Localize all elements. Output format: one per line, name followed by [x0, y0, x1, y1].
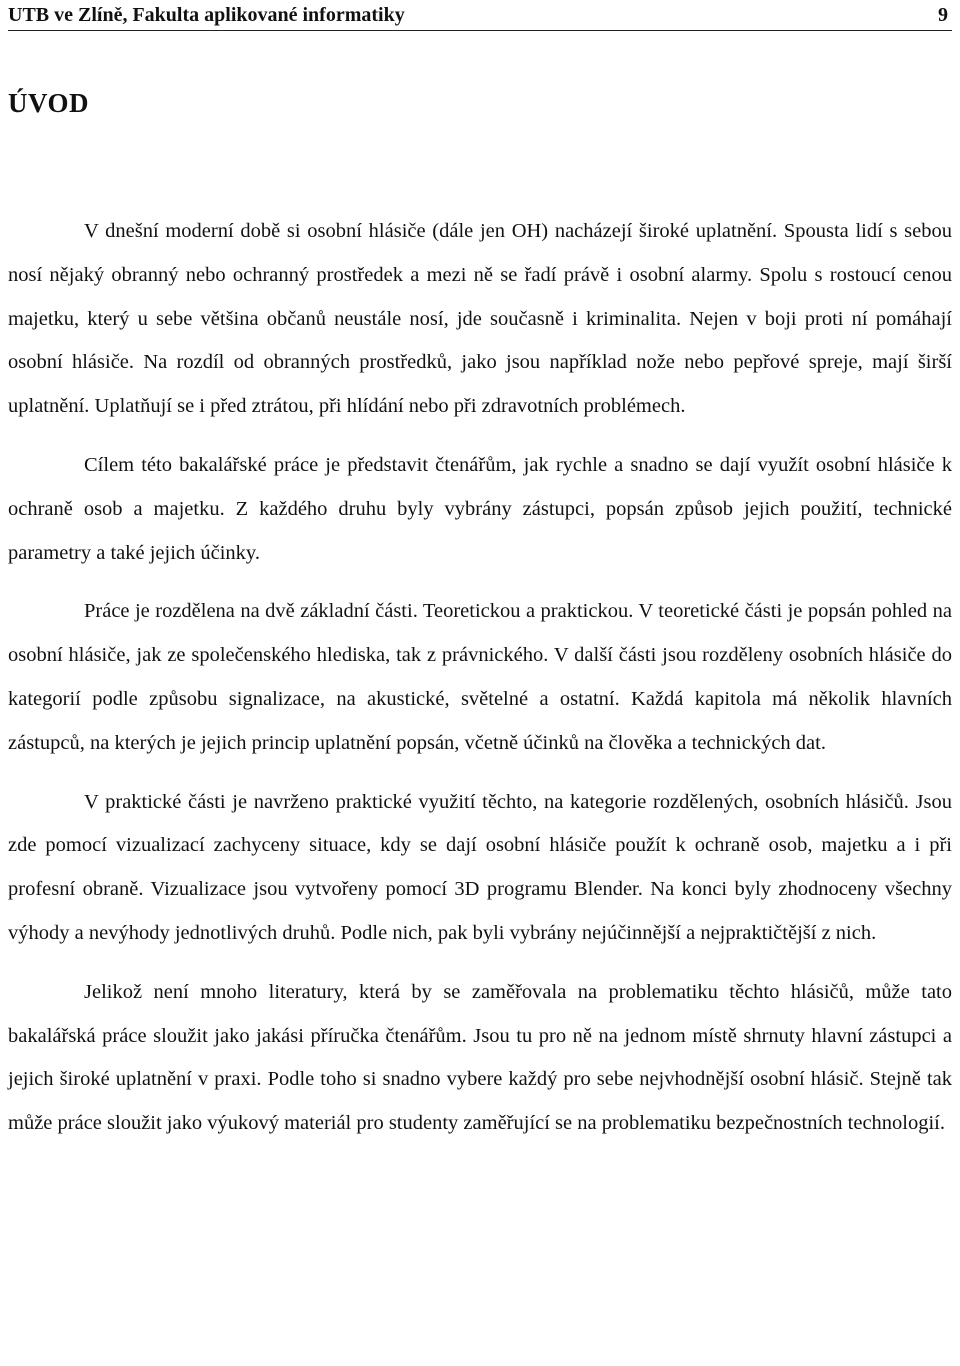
paragraph-5: Jelikož není mnoho literatury, která by se zaměřovala na problematiku těchto hlásičů, může tato bakalářská práce sloužit jako jakási příručka čtenářům. Jsou tu pro ně na jednom místě shrnuty hlavní zástupci a jejich široké uplatnění v praxi. Podle toho si snadno vybere každý pro sebe nejvhodnější osobní hlásič. Stejně tak může práce sloužit jako výukový materiál pro studenty zaměřující se na problematiku bezpečnostních technologií.	[8, 980, 952, 1135]
page-number: 9	[938, 3, 948, 26]
paragraph-2: Cílem této bakalářské práce je představit čtenářům, jak rychle a snadno se dají využít osobní hlásiče k ochraně osob a majetku. Z každého druhu byly vybrány zástupci, popsán způsob jejich použití, technické parametry a také jejich účinky.	[8, 453, 952, 564]
header-title: UTB ve Zlíně, Fakulta aplikované informatiky	[8, 3, 405, 26]
section-heading: ÚVOD	[8, 88, 89, 118]
paragraph-4: V praktické části je navrženo praktické využití těchto, na kategorie rozdělených, osobních hlásičů. Jsou zde pomocí vizualizací zachyceny situace, kdy se dají osobní hlásiče použít k ochraně osob, majetku a i při profesní obraně. Vizualizace jsou vytvořeny pomocí 3D programu Blender. Na konci byly zhodnoceny všechny výhody a nevýhody jednotlivých druhů. Podle nich, pak byli vybrány nejúčinnější a nejpraktičtější z nich.	[8, 790, 952, 944]
body-text	[8, 210, 952, 1146]
paragraph-1: V dnešní moderní době si osobní hlásiče (dále jen OH) nacházejí široké uplatnění. Spousta lidí s sebou nosí nějaký obranný nebo ochranný prostředek a mezi ně se řadí právě i osobní alarmy. Spolu s rostoucí cenou majetku, který u sebe většina občanů neustále nosí, jde současně i kriminalita. Nejen v boji proti ní pomáhají osobní hlásiče. Na rozdíl od obranných prostředků, jako jsou například nože nebo pepřové spreje, mají širší uplatnění. Uplatňují se i před ztrátou, při hlídání nebo při zdravotních problémech.	[8, 220, 952, 418]
running-header	[8, 0, 952, 31]
paragraph-3: Práce je rozdělena na dvě základní části. Teoretickou a praktickou. V teoretické části je popsán pohled na osobní hlásiče, jak ze společenského hlediska, tak z právnického. V další části jsou rozděleny osobních hlásiče do kategorií podle způsobu signalizace, na akustické, světelné a ostatní. Každá kapitola má několik hlavních zástupců, na kterých je jejich princip uplatnění popsán, včetně účinků na člověka a technických dat.	[8, 600, 952, 754]
